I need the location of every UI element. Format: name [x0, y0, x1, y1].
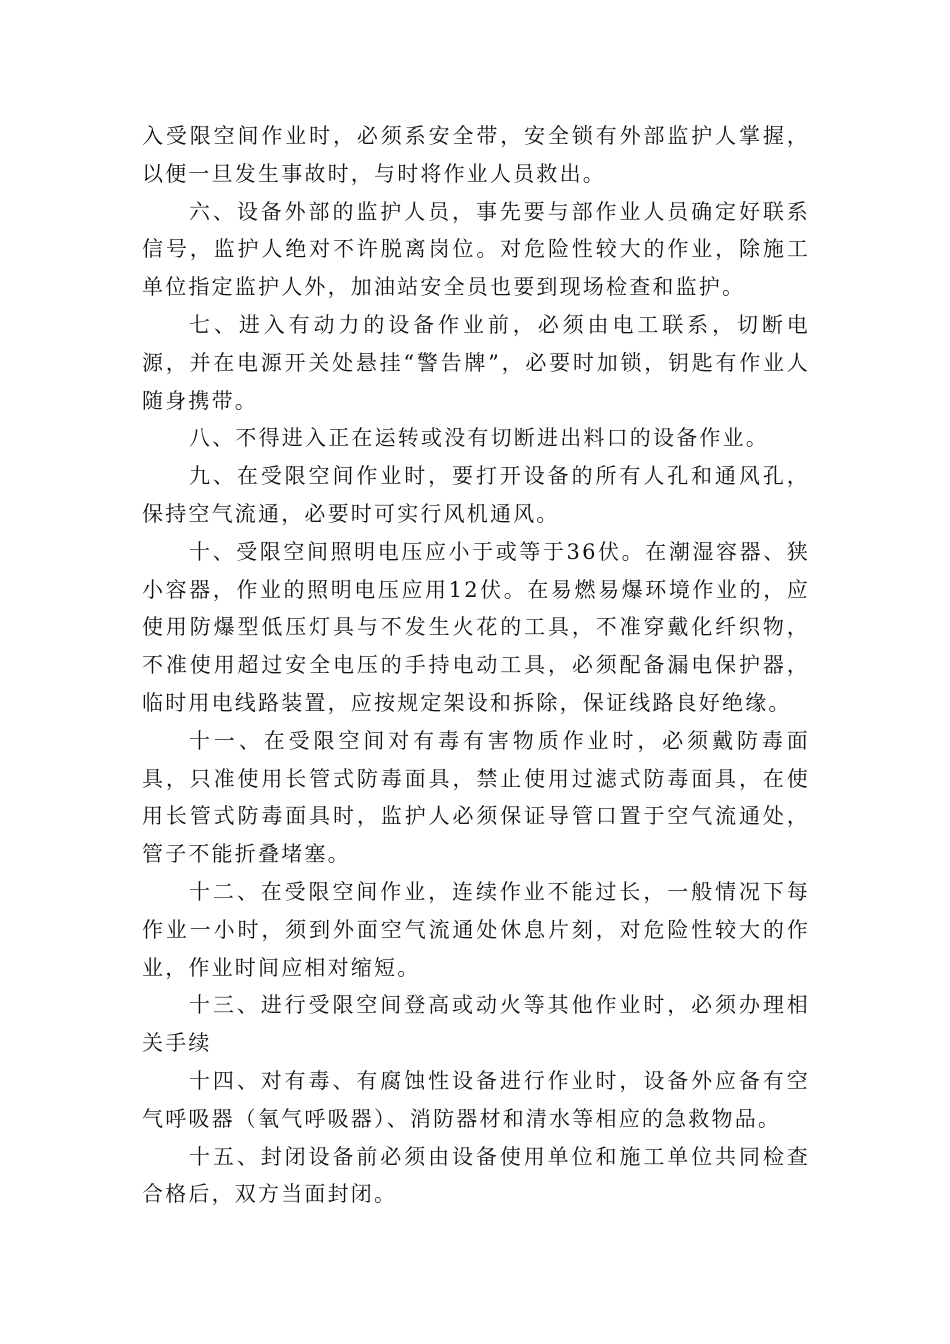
paragraph-item-14: 十四、对有毒、有腐蚀性设备进行作业时，设备外应备有空气呼吸器（氧气呼吸器）、消防器材和清水等相应的急救物品。: [142, 1068, 810, 1131]
paragraph-item-11: 十一、在受限空间对有毒有害物质作业时，必须戴防毒面具，只准使用长管式防毒面具，禁止使用过滤式防毒面具，在使用长管式防毒面具时，监护人必须保证导管口置于空气流通处，管子不能折叠堵塞。: [142, 728, 810, 867]
paragraph-item-9: 九、在受限空间作业时，要打开设备的所有人孔和通风孔，保持空气流通，必要时可实行风机通风。: [142, 464, 810, 526]
paragraph-item-15: 十五、封闭设备前必须由设备使用单位和施工单位共同检查合格后，双方当面封闭。: [142, 1144, 810, 1207]
paragraph-continued: 入受限空间作业时，必须系安全带，安全锁有外部监护人掌握，以便一旦发生事故时，与时将作业人员救出。: [142, 124, 810, 186]
paragraph-item-12: 十二、在受限空间作业，连续作业不能过长，一般情况下每作业一小时，须到外面空气流通处休息片刻，对危险性较大的作业，作业时间应相对缩短。: [142, 879, 810, 980]
paragraph-item-13: 十三、进行受限空间登高或动火等其他作业时，必须办理相关手续: [142, 993, 810, 1056]
paragraph-item-7: 七、进入有动力的设备作业前，必须由电工联系，切断电源，并在电源开关处悬挂“警告牌”，必要时加锁，钥匙有作业人随身携带。: [142, 312, 810, 413]
paragraph-item-6: 六、设备外部的监护人员，事先要与部作业人员确定好联系信号，监护人绝对不许脱离岗位。对危险性较大的作业，除施工单位指定监护人外，加油站安全员也要到现场检查和监护。: [142, 199, 810, 300]
paragraph-item-8: 八、不得进入正在运转或没有切断进出料口的设备作业。: [189, 426, 769, 451]
paragraph-item-10: 十、受限空间照明电压应小于或等于36伏。在潮湿容器、狭小容器，作业的照明电压应用12伏。在易燃易爆环境作业的，应使用防爆型低压灯具与不发生火花的工具，不准穿戴化纤织物，不准使用超过安全电压的手持电动工具，必须配备漏电保护器，临时用电线路装置，应按规定架设和拆除，保证线路良好绝缘。: [142, 539, 810, 715]
